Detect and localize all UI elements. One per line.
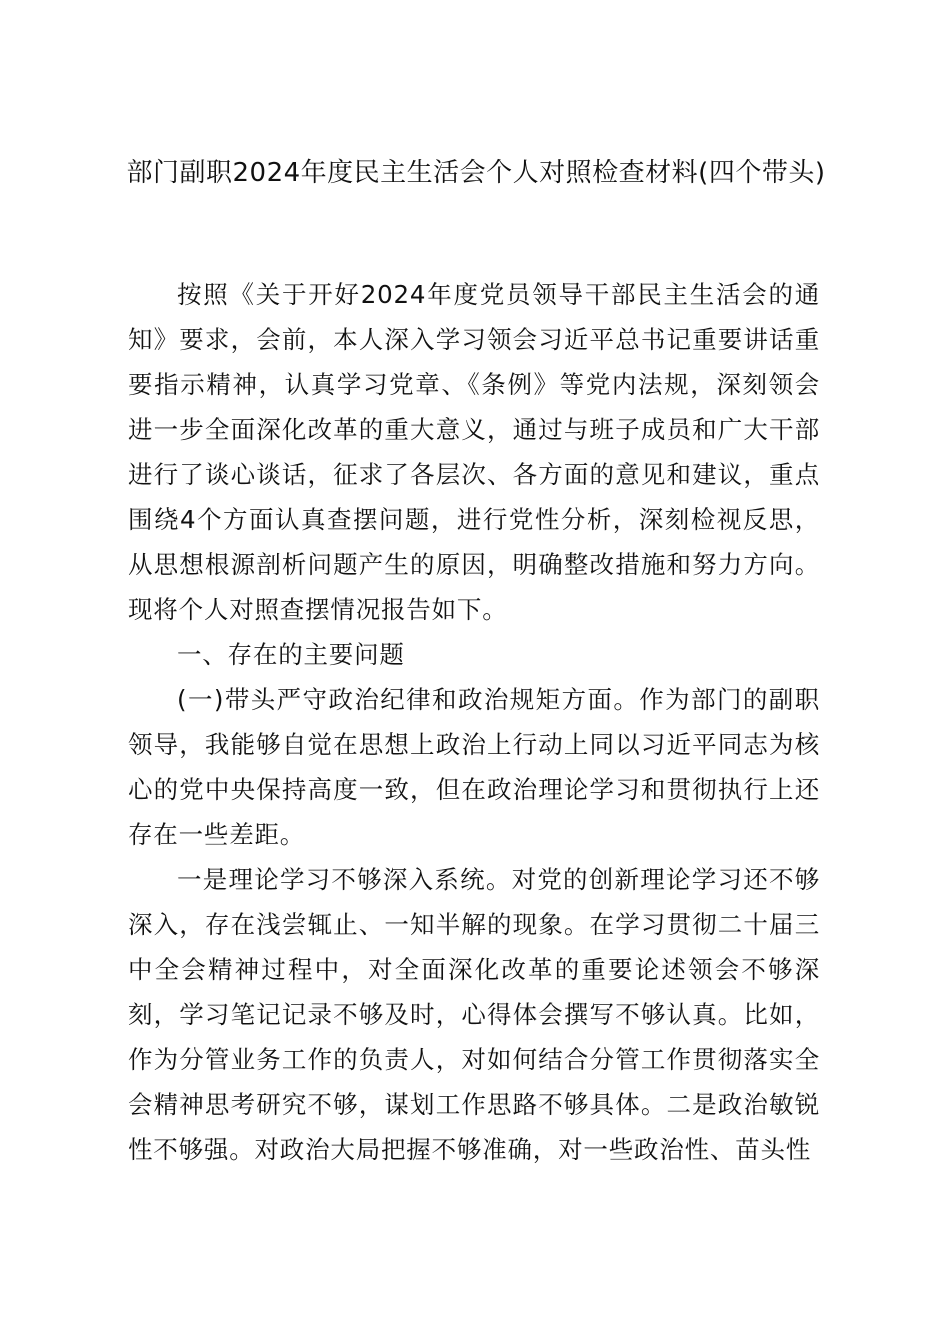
section-heading: 一、存在的主要问题 <box>177 640 405 669</box>
document-body <box>128 272 820 1172</box>
paragraph-intro: 按照《关于开好2024年度党员领导干部民主生活会的通知》要求，会前，本人深入学习领会习近平总书记重要讲话重要指示精神，认真学习党章、《条例》等党内法规，深刻领会进一步全面深化改革的重大意义，通过与班子成员和广大干部进行了谈心谈话，征求了各层次、各方面的意见和建议，重点围绕4个方面认真查摆问题，进行党性分析，深刻检视反思，从思想根源剖析问题产生的原因，明确整改措施和努力方向。现将个人对照查摆情况报告如下。 <box>128 280 820 624</box>
paragraph-subsection-1: (一)带头严守政治纪律和政治规矩方面。作为部门的副职领导，我能够自觉在思想上政治上行动上同以习近平同志为核心的党中央保持高度一致，但在政治理论学习和贯彻执行上还存在一些差距。 <box>128 685 820 849</box>
paragraph-theory-study: 一是理论学习不够深入系统。对党的创新理论学习还不够深入，存在浅尝辄止、一知半解的现象。在学习贯彻二十届三中全会精神过程中，对全面深化改革的重要论述领会不够深刻，学习笔记记录不够及时，心得体会撰写不够认真。比如，作为分管业务工作的负责人，对如何结合分管工作贯彻落实全会精神思考研究不够，谋划工作思路不够具体。二是政治敏锐性不够强。对政治大局把握不够准确，对一些政治性、苗头性 <box>128 865 820 1164</box>
document-title: 部门副职2024年度民主生活会个人对照检查材料(四个带头) <box>126 158 826 188</box>
